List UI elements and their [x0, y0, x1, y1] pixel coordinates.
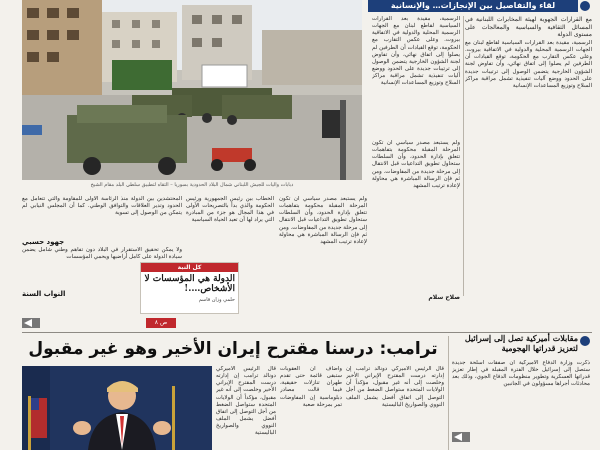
sidebar-headline: مقابلات أميركية تصل إلى إسرائيل لتعزيز قدراتها الهجومية	[464, 333, 578, 353]
author-signature	[372, 294, 460, 301]
sidebar-body: ذكرت وزارة الدفاع الأميركية أن صفقات أسلحة جديدة ستصل إلى إسرائيل خلال الفترة المقبلة في إطار تعزيز قدراتها العسكرية وتطوير منظومات الدفاع الجوي، وذلك بعد محادثات أجراها مسؤولون في الجانبين	[452, 360, 590, 388]
top-right-col-1: الرسمية، مقيدة بعد القرارات السياسية لقاطع لبنان مع الجهات الرسمية المحلية والدولية في الاتفاقية بيروت. وعلى عكس التقارب مع الحكومة، توقع القيادات أن الطرفين لم يصلوا إلى اتفاق نهائي، وأن تفاوض لجنة الشؤون الخارجية يتضمن الوصول إلى ترتيبات جديدة على الحدود ووضع آليات تنفيذية تشمل مراقبة مراكز السلاح وتوزيع المساعدات الإنسانية	[465, 40, 592, 89]
top-right-col-2: الرسمية، مقيدة بعد القرارات السياسية لقاطع لبنان مع الجهات الرسمية المحلية والدولية في الاتفاقية بيروت. وعلى عكس التقارب مع الحكومة، توقع القيادات أن الطرفين لم يصلوا إلى اتفاق نهائي، وأن تفاوض لجنة الشؤون الخارجية يتضمن الوصول إلى ترتيبات جديدة على الحدود ووضع آليات تنفيذية تشمل مراقبة مراكز السلاح وتوزيع المساعدات الإنسانية	[372, 16, 460, 87]
mid-col-2: ولم يستبعد مصدر سياسي أن تكون المرحلة المقبلة محكومة بتفاهمات تتعلق بإدارة الحدود، وأن السلطات ستحاول تطويق التداعيات قبل الانتقال إلى مرحلة جديدة من المفاوضات. ومن ثم فإن الرسالة المباشرة هي محاولة لإعادة ترتيب المشهد	[279, 196, 367, 245]
mid-col-3: الخطاب بين رئيس الجمهورية ورئيس الحكومة والذي بدأ بالتصريحات الأولى في هذا المجال هو جزء من المبادرة التي يراد لها أن تعيد الحياة السياسية	[186, 196, 274, 224]
sidebar-arrow-icon[interactable]	[452, 432, 470, 442]
opinion-title: الدولة هي المؤسسات لا الأشخاص….!	[144, 274, 235, 295]
opinion-author: حلمي وزان قاسم	[198, 296, 235, 303]
bottom-photo	[22, 366, 212, 450]
opinion-footer-text: ص ٨	[154, 319, 168, 326]
military-street-photo	[22, 0, 362, 180]
bottom-col-3: قال الرئيس الأميركي دونالد ترامب إن إدارته درست المقترح الإيراني الأخير وخلصت إلى أنه غير مقبول، مؤكداً أن الولايات المتحدة ستواصل الضغط من أجل التوصل إلى اتفاق أفضل يشمل الملف النووي والصواريخ الباليستية	[216, 366, 276, 437]
bottom-col-1: قال الرئيس الأميركي دونالد ترامب إن إدارته درست المقترح الإيراني الأخير وخلصت إلى أنه غير مقبول، مؤكداً أن الولايات المتحدة ستواصل الضغط من أجل التوصل إلى اتفاق أفضل يشمل الملف النووي والصواريخ الباليستية	[346, 366, 444, 408]
opinion-box	[140, 262, 239, 314]
sub-head-1: جهود حسبي	[22, 238, 65, 246]
top-headline-text: لقاء والتفاصيل بين الإنجازات… والإنسانية	[390, 1, 556, 10]
top-right-lead: مع القرارات الجهوية لهيئة المخابرات اللبنانية في المسائل الثقافية والسياسية والمعالجات على مستوى الدولة	[465, 16, 592, 38]
bottom-col-2: وأضاف أن العقوبات ستبقى قائمة حتى تقدم طهران تنازلات حقيقية، فيما قالت مصادر دبلوماسية إن المفاوضات تمر بمرحلة صعبة	[280, 366, 342, 408]
opinion-footer-badge	[146, 318, 176, 328]
photo-caption: دبابات وآليات للجيش اللبناني شمال البلاد الحدودية بسوريا – التقاه لتطبيق سلطي البلد مقام الشيخ	[90, 182, 294, 188]
sub-head-2: النواب السنة	[22, 290, 66, 298]
column-rule	[463, 16, 464, 296]
main-headline: ترامب: درسنا مقترح إيران الأخير وهو غير مقبول	[28, 339, 438, 359]
sidebar-circle-icon	[580, 336, 590, 346]
speaker-photo	[22, 366, 212, 450]
mid-col-4: المحتشدين بين الدولة منذ الرئاسة الأولى للمقاومة والتي تتعامل مع الحدود وتدير العلاقات والتوافق الوطني. كما أن المجلس النيابي لم يتمكن من الوصول إلى تسوية	[22, 196, 182, 217]
sub-col-1: ولا يمكن تحقيق الاستقرار في البلاد دون تفاهم وطني شامل يضمن سيادة الدولة على كامل أراضيها ويحمي المؤسسات	[22, 247, 182, 261]
opinion-label: كل النبة	[141, 263, 238, 272]
top-photo	[22, 0, 362, 180]
top-right-headline	[368, 0, 578, 12]
author-name: صلاح سلام	[428, 294, 460, 301]
sidebar-rule	[448, 336, 449, 450]
headline-circle-icon	[580, 1, 590, 11]
left-arrow-icon[interactable]	[22, 318, 40, 328]
mid-col-1: ولم يستبعد مصدر سياسي أن تكون المرحلة المقبلة محكومة بتفاهمات تتعلق بإدارة الحدود، وأن السلطات ستحاول تطويق التداعيات قبل الانتقال إلى مرحلة جديدة من المفاوضات. ومن ثم فإن الرسالة المباشرة هي محاولة لإعادة ترتيب المشهد	[372, 140, 460, 189]
